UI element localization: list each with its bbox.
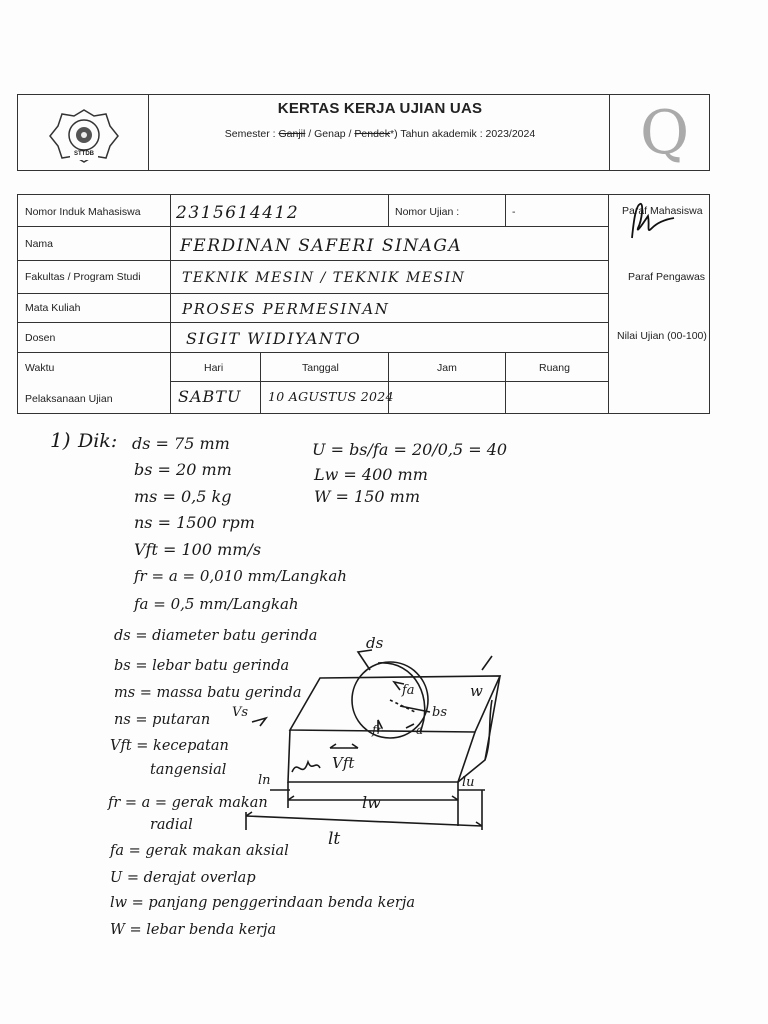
paraf-pengawas-label: Paraf Pengawas [628,271,706,283]
label-ds: ds [366,634,384,652]
legend-11: W = lebar benda kerja [110,922,277,938]
institution-logo [48,108,120,164]
form-col-right-divider [608,194,609,414]
semester-prefix: Semester : [224,128,279,140]
option-pendek: Pendek [354,128,391,140]
label-bs: bs [432,705,447,720]
paraf-mahasiswa-label: Paraf Mahasiswa [622,205,703,217]
waktu-divider-1 [260,352,261,414]
nilai-label: Nilai Ujian (00-100) [617,330,707,342]
legend-9: U = derajat overlap [110,870,256,886]
given-5: fr = a = 0,010 mm/Langkah [134,567,347,585]
waktu-label: Waktu [25,362,55,374]
label-w: w [470,682,483,700]
legend-3: ns = putaran [114,712,211,728]
fakultas-value: TEKNIK MESIN / TEKNIK MESIN [182,270,466,286]
legend-5: tangensial [150,762,227,778]
given-right-1: Lw = 400 mm [314,465,428,484]
tanggal-label: Tanggal [302,362,339,374]
mk-value: PROSES PERMESINAN [182,300,390,318]
label-lw: lw [362,793,381,812]
label-vft: Vft [332,754,355,772]
label-lu: lu [462,775,475,790]
row-line-5 [17,352,608,353]
legend-10: lw = panjang penggerindaan benda kerja [110,895,416,911]
pelaksanaan-label: Pelaksanaan Ujian [25,393,113,405]
fakultas-label: Fakultas / Program Studi [25,271,141,283]
legend-0: ds = diameter batu gerinda [114,628,318,644]
nim-value: 2315614412 [176,203,300,223]
grinding-diagram [230,630,510,860]
dosen-value: SIGIT WIDIYANTO [186,329,362,348]
page-title: KERTAS KERJA UJIAN UAS [277,100,483,117]
header-divider-left [148,94,149,171]
legend-7: radial [150,817,193,833]
nomor-ujian-value: - [512,206,516,218]
option-ganjil: Ganjil [278,128,306,140]
given-6: fa = 0,5 mm/Langkah [134,595,299,613]
given-3: ns = 1500 rpm [134,513,255,532]
given-0: ds = 75 mm [132,434,230,453]
q-mark: Q [640,98,690,168]
nama-label: Nama [25,238,54,250]
semester-suffix: *) Tahun akademik : 2023/2024 [390,128,536,140]
nama-value: FERDINAN SAFERI SINAGA [180,236,463,256]
label-ln: ln [258,773,271,788]
legend-6: fr = a = gerak makan [108,795,268,811]
given-right-2: W = 150 mm [314,487,420,506]
waktu-divider-3 [505,352,506,414]
separator-1: / [305,128,315,140]
row-line-6 [170,381,608,382]
nomor-ujian-label: Nomor Ujian : [395,206,460,218]
tanggal-value: 10 AGUSTUS 2024 [268,389,394,404]
given-4: Vft = 100 mm/s [134,540,262,559]
row-line-1 [17,226,608,227]
legend-8: fa = gerak makan aksial [110,843,289,859]
dosen-label: Dosen [25,332,56,344]
label-fa: fa [402,683,415,698]
label-lt: lt [328,829,341,849]
student-signature [622,198,682,253]
row-line-3 [17,293,608,294]
label-fr: fr [372,723,383,737]
nomor-ujian-divider-b [505,194,506,227]
hari-label: Hari [204,362,224,374]
logo-text: STTDB [74,151,94,157]
given-1: bs = 20 mm [134,460,232,479]
legend-2: ms = massa batu gerinda [114,685,302,701]
legend-4: Vft = kecepatan [110,738,229,754]
legend-1: bs = lebar batu gerinda [114,658,290,674]
semester-line [150,128,610,140]
row-line-4 [17,322,608,323]
ruang-label: Ruang [539,362,570,374]
jam-label: Jam [437,362,457,374]
dik-label: Dik: [78,430,118,452]
hari-value: SABTU [178,387,242,406]
label-a: a [416,723,424,737]
question-number: 1) [50,428,71,452]
waktu-divider-2 [388,352,389,414]
nomor-ujian-divider-a [388,194,389,227]
label-vs: Vs [232,705,249,720]
nim-label: Nomor Induk Mahasiswa [25,206,141,218]
given-2: ms = 0,5 kg [134,487,232,506]
option-genap: Genap [314,128,346,140]
given-right-0: U = bs/fa = 20/0,5 = 40 [312,440,508,459]
mk-label: Mata Kuliah [25,302,81,314]
separator-2: / [345,128,355,140]
row-line-2 [17,260,608,261]
